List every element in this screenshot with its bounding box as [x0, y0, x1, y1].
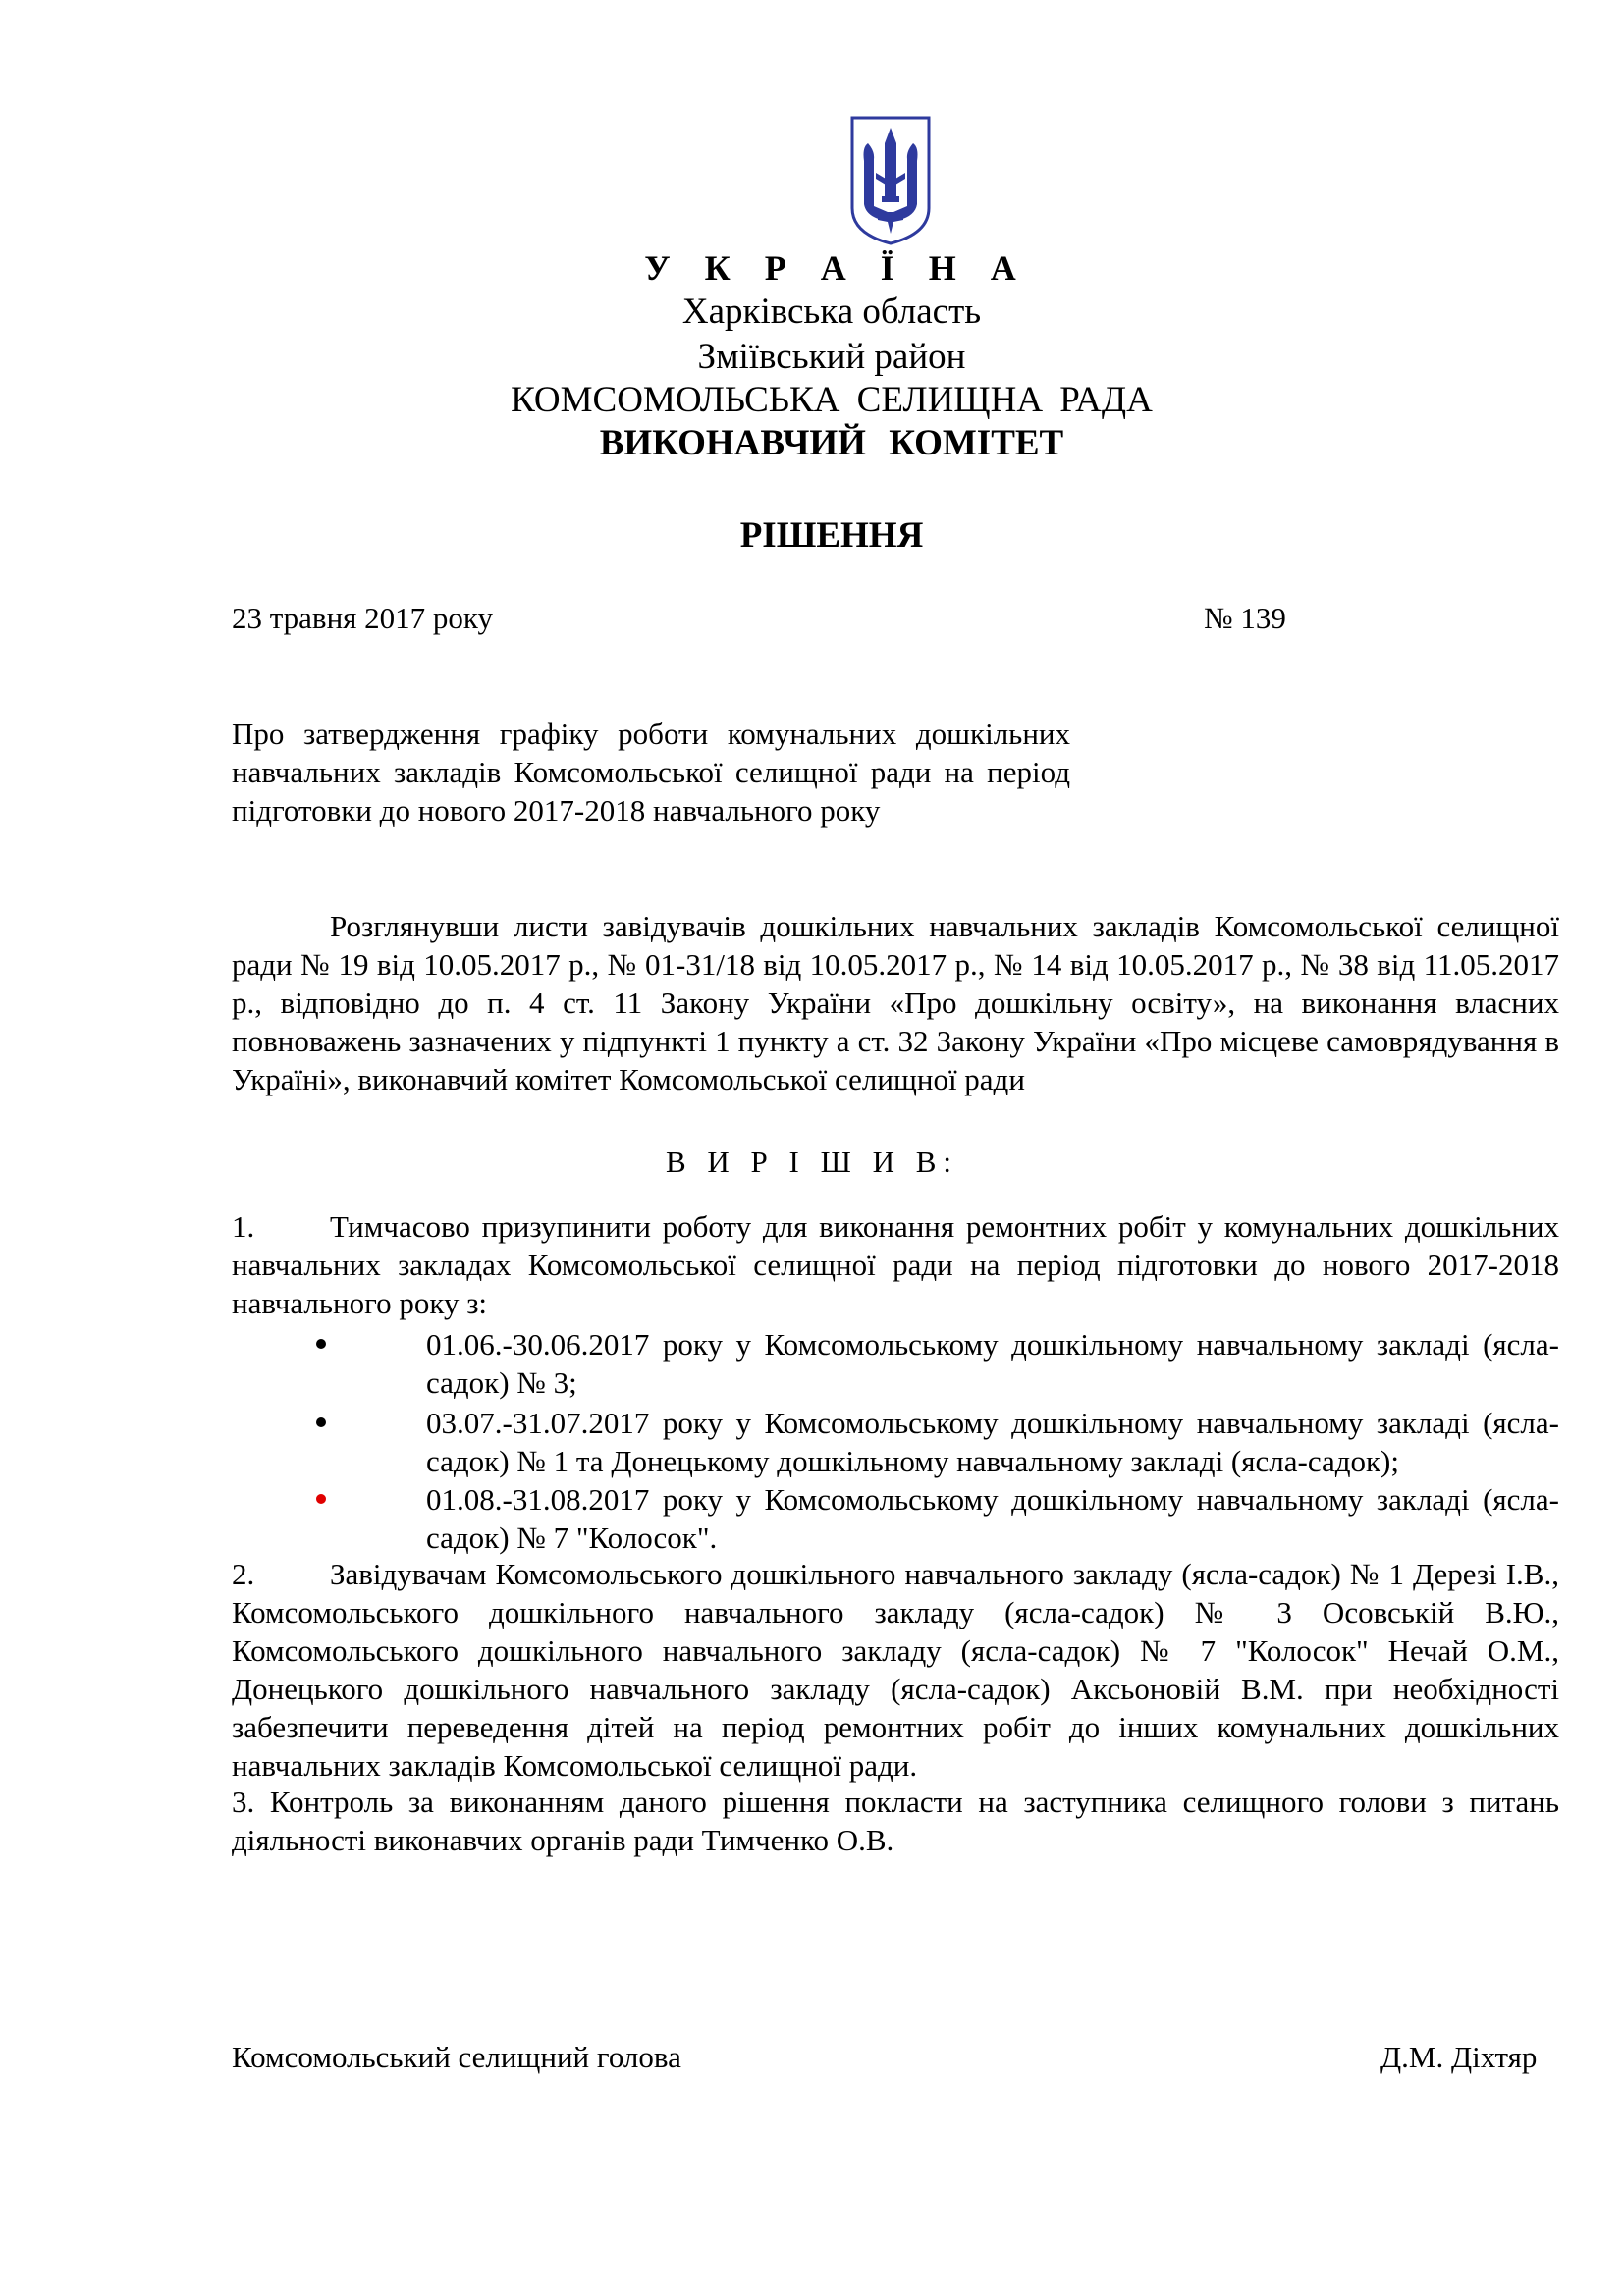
bullet-icon: [316, 1417, 326, 1427]
trident-coat-of-arms-icon: [848, 114, 933, 247]
item-text: Тимчасово призупинити роботу для виконання ремонтних робіт у комунальних дошкільних навчальних закладах Комсомольської селищної ради на період підготовки до нового 2017-2018 навчального року з:: [232, 1209, 1559, 1320]
decision-item-3: 3. Контроль за виконанням даного рішення покласти на заступника селищного голови з питань діяльності виконавчих органів ради Тимченко О.В.: [232, 1785, 1559, 1857]
decision-item-1: [232, 1207, 1559, 1322]
list-item: [232, 1480, 1559, 1557]
document-date: 23 травня 2017 року: [232, 601, 494, 635]
list-item-text: 01.08.-31.08.2017 року у Комсомольському дошкільному навчальному закладі (ясла-садок) № 7 "Колосок".: [426, 1482, 1559, 1555]
item-number: 2.: [232, 1557, 255, 1591]
document-subject: Про затвердження графіку роботи комунальних дошкільних навчальних закладів Комсомольської селищної ради на період підготовки до нового 2017-2018 навчального року: [232, 717, 1070, 828]
council-heading: КОМСОМОЛЬСЬКА СЕЛИЩНА РАДА: [511, 380, 1153, 420]
country-heading: У К Р А Ї Н А: [644, 248, 1029, 288]
region-heading: Харківська область: [681, 292, 982, 332]
list-item-text: 01.06.-30.06.2017 року у Комсомольському дошкільному навчальному закладі (ясла-садок) № 3;: [426, 1327, 1559, 1400]
bullet-icon: [316, 1339, 326, 1349]
signature-name: Д.М. Діхтяр: [1380, 2040, 1538, 2074]
list-item: [232, 1325, 1559, 1402]
committee-heading: ВИКОНАВЧИЙ КОМІТЕТ: [599, 423, 1064, 463]
item-number: 1.: [232, 1209, 255, 1244]
document-type-title: РІШЕННЯ: [739, 515, 924, 556]
item-text: Завідувачам Комсомольського дошкільного навчального закладу (ясла-садок) № 1 Дерезі І.В., Комсомольського дошкільного навчального закладу (ясла-садок) № 3 Осовській В.Ю., Комсомольського дошкільного навчального закладу (ясла-садок) № 7 "Колосок" Нечай О.М., Донецького дошкільного навчального закладу (ясла-садок) Аксьоновій В.М. при необхідності забезпечити переведення дітей на період ремонтних робіт до інших комунальних дошкільних навчальних закладів Комсомольської селищної ради.: [232, 1557, 1559, 1783]
list-item: [232, 1404, 1559, 1480]
signature-title: Комсомольський селищний голова: [232, 2040, 681, 2074]
list-item-text: 03.07.-31.07.2017 року у Комсомольському дошкільному навчальному закладі (ясла-садок) № 1 та Донецькому дошкільному навчальному закладі (ясла-садок);: [426, 1406, 1559, 1478]
decision-item-2: [232, 1555, 1559, 1785]
district-heading: Зміївський район: [697, 337, 966, 377]
bullet-icon: [316, 1494, 326, 1504]
decided-heading: В И Р І Ш И В:: [665, 1145, 959, 1179]
document-number: № 139: [1204, 601, 1286, 635]
intro-paragraph: Розглянувши листи завідувачів дошкільних навчальних закладів Комсомольської селищної ради № 19 від 10.05.2017 р., № 01-31/18 від 10.05.2017 р., № 14 від 10.05.2017 р., № 38 від 11.05.2017 р., відповідно до п. 4 ст. 11 Закону України «Про дошкільну освіту», на виконання власних повноважень зазначених у підпункті 1 пункту а ст. 32 Закону України «Про місцеве самоврядування в Україні», виконавчий комітет Комсомольської селищної ради: [232, 909, 1559, 1096]
